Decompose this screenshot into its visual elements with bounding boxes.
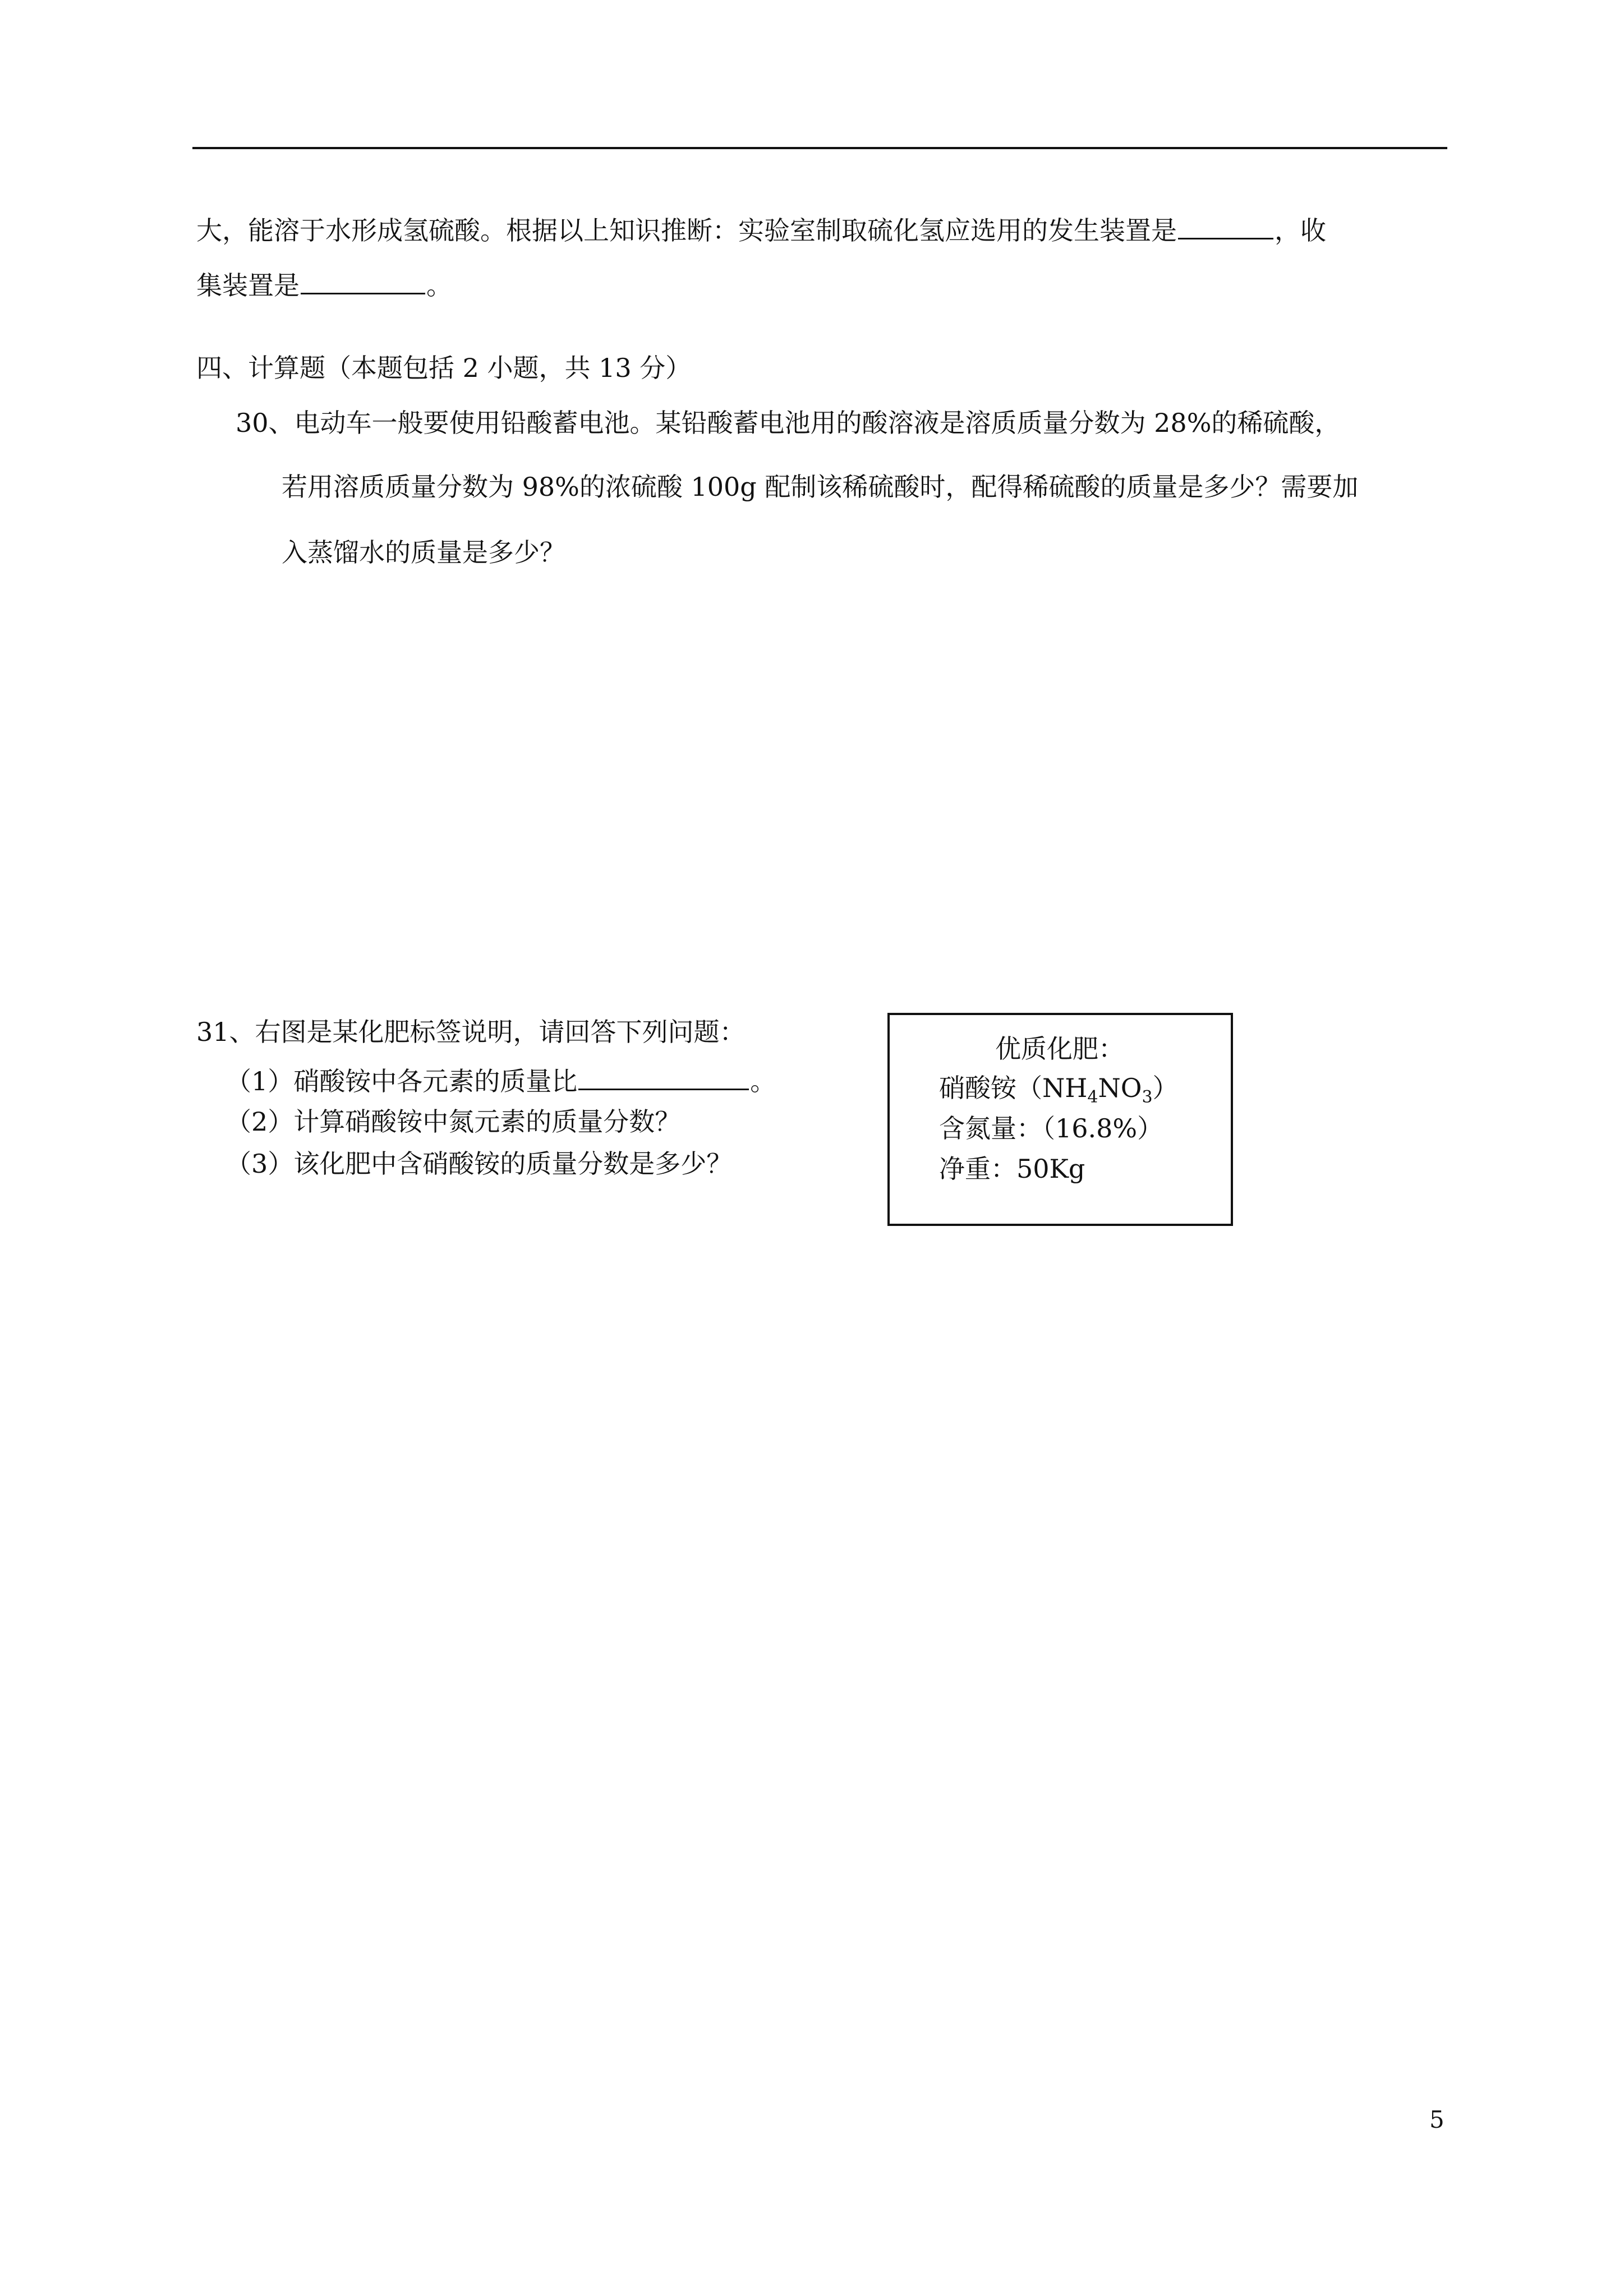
page-number: 5: [1429, 2106, 1444, 2133]
generator-apparatus-blank[interactable]: [1178, 213, 1273, 239]
q31-sub-2: （2）计算硝酸铵中氮元素的质量分数？: [226, 1106, 681, 1137]
q31-sub-1-end: 。: [750, 1066, 776, 1096]
section-four-heading: 四、计算题（本题包括 2 小题，共 13 分）: [196, 353, 692, 383]
header-rule: [192, 147, 1447, 149]
product-prefix: 硝酸铵（NH: [939, 1073, 1088, 1103]
continuation-line-1: [196, 213, 1326, 247]
collector-apparatus-blank[interactable]: [301, 268, 425, 294]
product-subscript-2: 3: [1142, 1087, 1153, 1107]
product-suffix: ）: [1152, 1073, 1179, 1103]
continuation-end-1: ，收: [1275, 215, 1326, 246]
continuation-text-1: 大，能溶于水形成氢硫酸。根据以上知识推断：实验室制取硫化氢应选用的发生装置是: [196, 215, 1177, 246]
q30-line-1: 30、电动车一般要使用铅酸蓄电池。某铅酸蓄电池用的酸溶液是溶质质量分数为 28%的稀硫酸，: [236, 408, 1341, 438]
product-mid: NO: [1098, 1073, 1142, 1103]
q31-sub-1: [226, 1064, 776, 1098]
q31-intro: 31、右图是某化肥标签说明，请回答下列问题：: [196, 1017, 746, 1047]
fertilizer-label-product: [939, 1071, 1179, 1114]
fertilizer-label-nitrogen: 含氮量：（16.8%）: [939, 1113, 1163, 1144]
continuation-line-2: [196, 268, 452, 302]
mass-ratio-blank[interactable]: [578, 1064, 749, 1090]
q30-line-2: 若用溶质质量分数为 98%的浓硫酸 100g 配制该稀硫酸时，配得稀硫酸的质量是多少？需要加: [282, 472, 1359, 502]
q31-sub-1-text: （1）硝酸铵中各元素的质量比: [226, 1066, 578, 1096]
product-subscript-1: 4: [1087, 1087, 1098, 1107]
q30-line-3: 入蒸馏水的质量是多少？: [282, 537, 565, 568]
fertilizer-label-net-weight: 净重：50Kg: [939, 1154, 1085, 1184]
continuation-text-2: 集装置是: [196, 270, 300, 301]
continuation-end-2: 。: [426, 270, 452, 301]
q31-sub-3: （3）该化肥中含硝酸铵的质量分数是多少？: [226, 1149, 733, 1179]
fertilizer-label-box: [887, 1013, 1233, 1226]
fertilizer-label-title: 优质化肥：: [995, 1034, 1124, 1064]
